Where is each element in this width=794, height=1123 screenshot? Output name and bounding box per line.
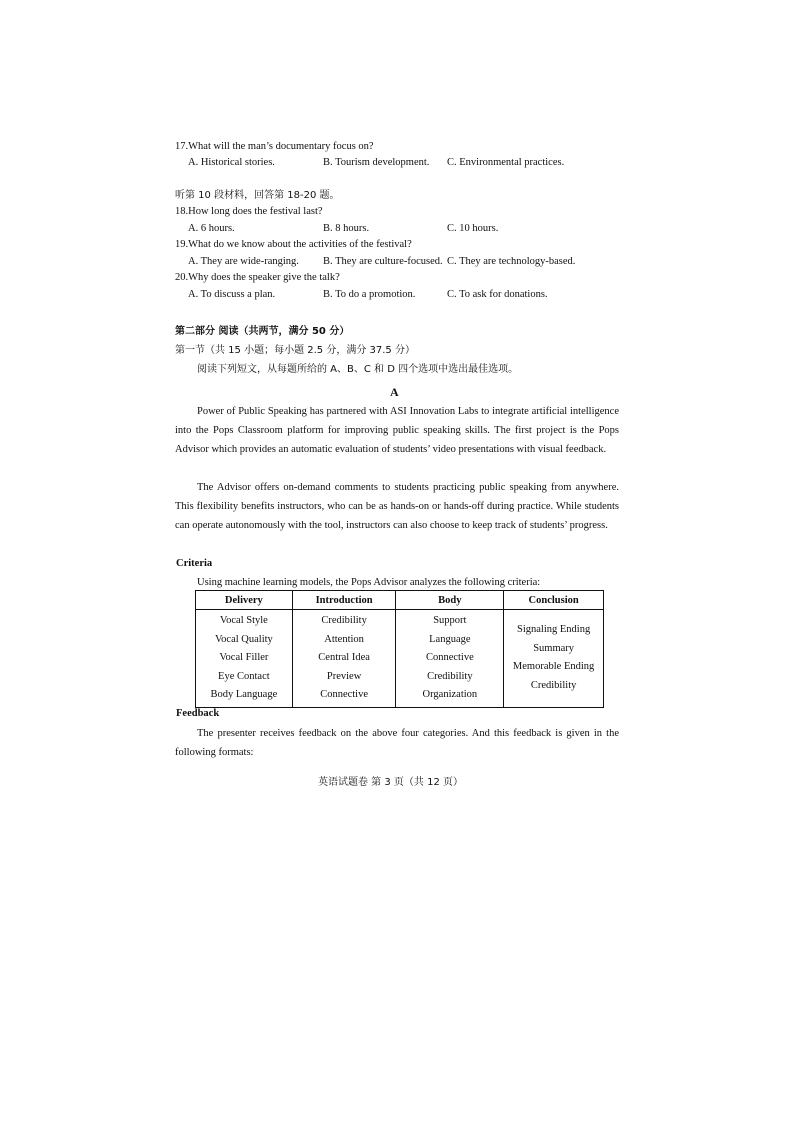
list-item: Summary — [533, 642, 575, 654]
list-item: Central Idea — [318, 652, 370, 664]
criteria-heading: Criteria — [176, 558, 213, 569]
table-row — [196, 610, 604, 708]
feedback-heading: Feedback — [176, 708, 220, 719]
conclusion-cell — [504, 610, 604, 708]
part-2-title: 第二部分 阅读（共两节，满分 50 分） — [175, 326, 350, 337]
list-item: Credibility — [321, 615, 367, 626]
passage-letter: A — [390, 385, 399, 399]
question-text: Why does the speaker give the talk? — [188, 272, 340, 283]
body-cell — [396, 610, 504, 708]
list-item: Memorable Ending — [512, 661, 595, 673]
option-18-a: A. 6 hours. — [188, 223, 235, 234]
section-10-header: 听第 10 段材料，回答第 18-20 题。 — [175, 190, 340, 201]
criteria-table — [195, 590, 604, 708]
option-19-a: A. They are wide-ranging. — [188, 256, 299, 267]
section-1-title: 第一节（共 15 小题；每小题 2.5 分，满分 37.5 分） — [175, 345, 415, 356]
criteria-intro: Using machine learning models, the Pops Advisor analyzes the following criteria: — [197, 577, 541, 588]
list-item: Support — [433, 615, 467, 626]
list-item: Credibility — [530, 680, 577, 692]
list-item: Credibility — [427, 670, 473, 682]
column-header-body: Body — [396, 591, 504, 610]
question-number: 18. — [175, 206, 189, 217]
introduction-cell — [292, 610, 396, 708]
list-item: Eye Contact — [218, 670, 270, 682]
option-18-b: B. 8 hours. — [323, 223, 370, 234]
option-19-b: B. They are culture-focused. — [323, 256, 443, 267]
question-text: What do we know about the activities of the festival? — [188, 239, 412, 250]
list-item: Organization — [422, 689, 478, 701]
list-item: Connective — [320, 689, 369, 701]
option-17-b: B. Tourism development. — [323, 157, 430, 168]
column-header-conclusion: Conclusion — [504, 591, 604, 610]
option-20-a: A. To discuss a plan. — [188, 289, 276, 300]
question-number: 17. — [175, 141, 189, 152]
option-18-c: C. 10 hours. — [447, 223, 499, 234]
question-text: What will the man’s documentary focus on? — [188, 141, 374, 152]
list-item: Attention — [324, 633, 364, 645]
list-item: Vocal Style — [219, 615, 268, 626]
delivery-cell — [196, 610, 293, 708]
list-item: Connective — [425, 652, 474, 664]
option-17-a: A. Historical stories. — [188, 157, 275, 168]
option-17-c: C. Environmental practices. — [447, 157, 565, 168]
list-item: Body Language — [210, 689, 278, 701]
list-item: Language — [429, 633, 471, 645]
question-20 — [175, 271, 340, 285]
table-header-row — [196, 591, 604, 610]
page-footer: 英语试题卷 第 3 页（共 12 页） — [318, 777, 463, 788]
list-item: Vocal Filler — [219, 652, 269, 664]
question-17 — [175, 140, 374, 154]
passage-paragraph-1: Power of Public Speaking has partnered with ASI Innovation Labs to integrate artificial intelligence into the Pops Classroom platform for improving public speaking skills. The first project is the Pops Advisor which provides an automatic evaluation of students’ video presentations with visual feedback. — [175, 406, 619, 455]
option-20-c: C. To ask for donations. — [447, 289, 548, 300]
question-19 — [175, 238, 412, 252]
column-header-introduction: Introduction — [292, 591, 396, 610]
question-number: 19. — [175, 239, 189, 250]
question-18 — [175, 205, 323, 219]
list-item: Preview — [326, 670, 362, 682]
option-19-c: C. They are technology-based. — [447, 256, 576, 267]
reading-instruction: 阅读下列短文，从每题所给的 A、B、C 和 D 四个选项中选出最佳选项。 — [197, 364, 519, 375]
question-text: How long does the festival last? — [188, 206, 323, 217]
option-20-b: B. To do a promotion. — [323, 289, 416, 300]
question-number: 20. — [175, 272, 189, 283]
passage-paragraph-2: The Advisor offers on-demand comments to students practicing public speaking from anywhere. This flexibility benefits instructors, who can be as hands-on or hands-off during practice. While students can operate autonomously with the tool, instructors can also choose to keep track of students’ progress. — [175, 482, 619, 531]
list-item: Signaling Ending — [517, 624, 591, 636]
column-header-delivery: Delivery — [196, 591, 293, 610]
list-item: Vocal Quality — [214, 633, 273, 645]
passage-paragraph-3: The presenter receives feedback on the above four categories. And this feedback is given in the following formats: — [175, 728, 619, 758]
